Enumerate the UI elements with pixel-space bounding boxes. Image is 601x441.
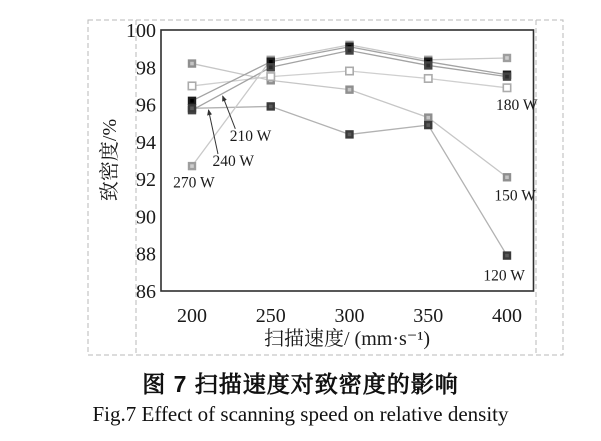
annotation-240W: 240 W bbox=[212, 153, 254, 171]
marker-inner bbox=[426, 116, 430, 120]
marker-inner bbox=[505, 254, 509, 258]
x-tick-350: 350 bbox=[413, 305, 444, 327]
x-axis-label: 扫描速度/ (mm·s⁻¹) bbox=[264, 328, 430, 350]
marker-180W-x350 bbox=[425, 75, 432, 82]
marker-inner bbox=[190, 62, 194, 66]
y-tick-96: 96 bbox=[136, 94, 156, 117]
annotation-arrow-210W bbox=[223, 96, 236, 129]
figure-caption-en: Fig.7 Effect of scanning speed on relative density bbox=[92, 402, 509, 426]
annotation-270W: 270 W bbox=[173, 174, 215, 192]
marker-inner bbox=[269, 60, 273, 64]
marker-inner bbox=[190, 99, 194, 103]
y-tick-90: 90 bbox=[136, 206, 156, 229]
marker-inner bbox=[348, 133, 352, 137]
annotation-180W: 180 W bbox=[495, 97, 538, 115]
marker-inner bbox=[269, 65, 273, 69]
marker-180W-x300 bbox=[346, 67, 353, 74]
x-tick-250: 250 bbox=[255, 305, 286, 327]
marker-inner bbox=[426, 64, 430, 68]
annotation-210W: 210 W bbox=[229, 127, 272, 145]
marker-180W-x200 bbox=[188, 82, 195, 89]
marker-inner bbox=[505, 175, 509, 179]
marker-inner bbox=[190, 164, 194, 168]
annotation-120W: 120 W bbox=[483, 267, 525, 285]
x-tick-400: 400 bbox=[492, 305, 522, 327]
y-tick-94: 94 bbox=[136, 131, 156, 154]
marker-inner bbox=[348, 88, 352, 92]
y-tick-100: 100 bbox=[126, 20, 156, 42]
marker-inner bbox=[190, 107, 194, 111]
x-tick-200: 200 bbox=[177, 305, 207, 327]
series-line-270W bbox=[192, 45, 507, 166]
marker-inner bbox=[348, 49, 352, 53]
y-tick-86: 86 bbox=[136, 281, 156, 303]
marker-inner bbox=[505, 56, 509, 60]
figure-caption-zh: 图 7 扫描速度对致密度的影响 bbox=[142, 371, 459, 397]
x-tick-300: 300 bbox=[334, 305, 365, 327]
y-axis-label: 致密度/% bbox=[99, 118, 121, 202]
annotation-150W: 150 W bbox=[494, 187, 536, 205]
marker-inner bbox=[269, 105, 273, 109]
y-tick-88: 88 bbox=[136, 243, 156, 266]
marker-inner bbox=[505, 75, 509, 79]
marker-180W-x250 bbox=[267, 73, 274, 80]
marker-180W-x400 bbox=[503, 84, 510, 91]
y-tick-92: 92 bbox=[136, 169, 156, 192]
y-tick-98: 98 bbox=[136, 57, 156, 80]
marker-inner bbox=[426, 123, 430, 127]
